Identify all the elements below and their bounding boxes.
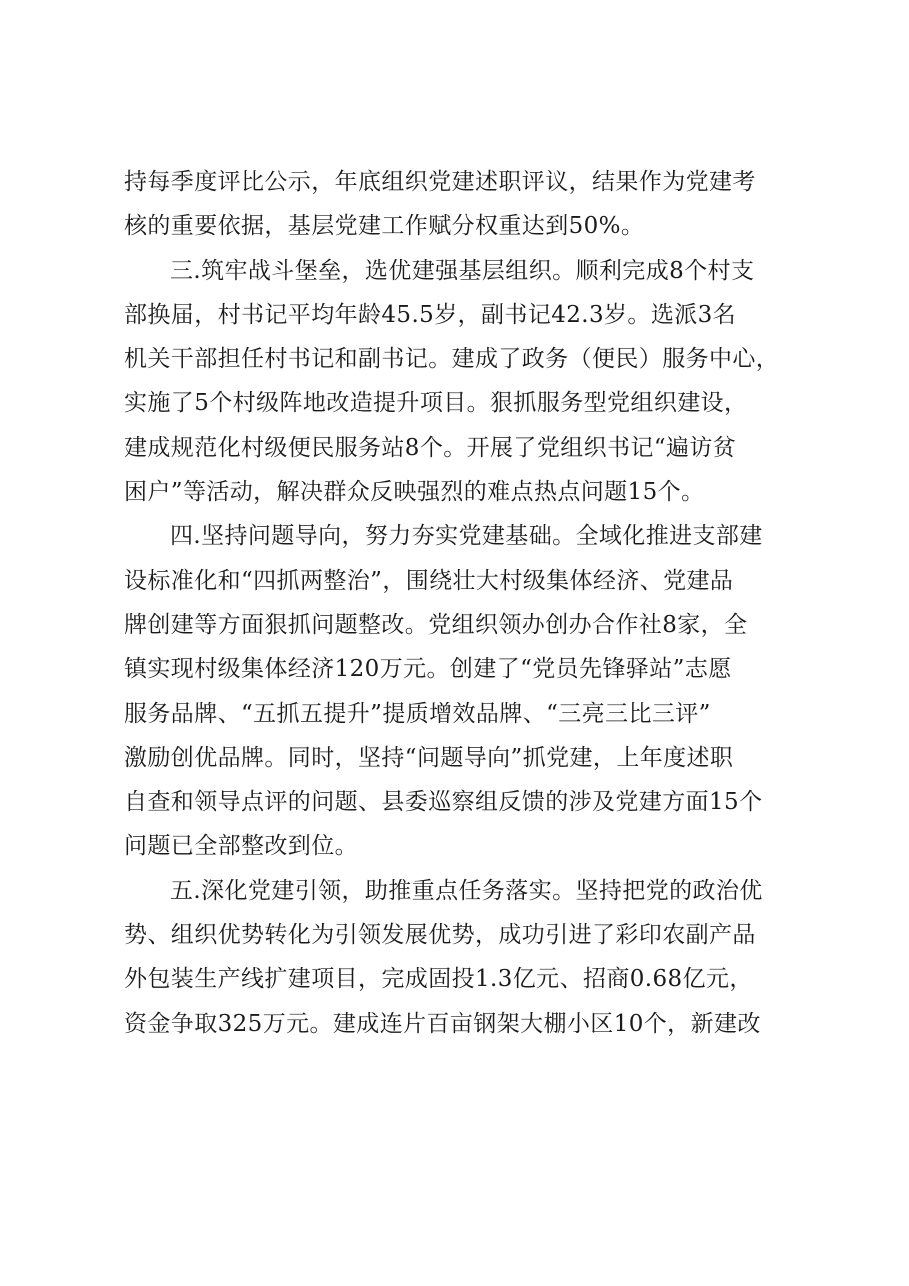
body-text-line: 持每季度评比公示，年底组织党建述职评议，结果作为党建考 [124,169,756,195]
body-text-line: 部换届，村书记平均年龄45.5岁，副书记42.3岁。选派3名 [124,301,737,328]
body-text-line: 牌创建等方面狠抓问题整改。党组织领办创办合作社8家，全 [124,611,748,638]
body-text-line: 自查和领导点评的问题、县委巡察组反馈的涉及党建方面15个 [124,789,763,816]
body-text-line: 势、组织优势转化为引领发展优势，成功引进了彩印农副产品 [124,922,756,949]
body-text-line: 建成规范化村级便民服务站8个。开展了党组织书记“遍访贫 [124,434,737,461]
body-text-line: 困户”等活动，解决群众反映强烈的难点热点问题15个。 [124,479,705,506]
body-text-line: 镇实现村级集体经济120万元。创建了“党员先锋驿站”志愿 [124,656,732,683]
document-body [124,160,794,1046]
section-four-heading-line: 四.坚持问题导向，努力夯实党建基础。全域化推进支部建 [170,523,763,550]
body-text-line: 实施了5个村级阵地改造提升项目。狠抓服务型党组织建设， [124,390,748,417]
body-text-line: 资金争取325万元。建成连片百亩钢架大棚小区10个，新建改 [124,1010,761,1037]
body-text-line: 外包装生产线扩建项目，完成固投1.3亿元、招商0.68亿元， [124,966,753,993]
body-text-line: 机关干部担任村书记和副书记。建成了政务（便民）服务中心， [124,346,780,373]
body-text-line: 设标准化和“四抓两整治”，围绕壮大村级集体经济、党建品 [124,567,734,594]
section-five-heading-line: 五.深化党建引领，助推重点任务落实。坚持把党的政治优 [170,877,763,904]
section-three-heading-line: 三.筑牢战斗堡垒，选优建强基层组织。顺利完成8个村支 [170,257,755,284]
body-text-line: 激励创优品牌。同时，坚持“问题导向”抓党建，上年度述职 [124,744,734,771]
body-text-line: 核的重要依据，基层党建工作赋分权重达到50%。 [124,213,645,240]
body-text-line: 服务品牌、“五抓五提升”提质增效品牌、“三亮三比三评” [124,700,711,727]
body-text-line: 问题已全部整改到位。 [124,833,358,860]
